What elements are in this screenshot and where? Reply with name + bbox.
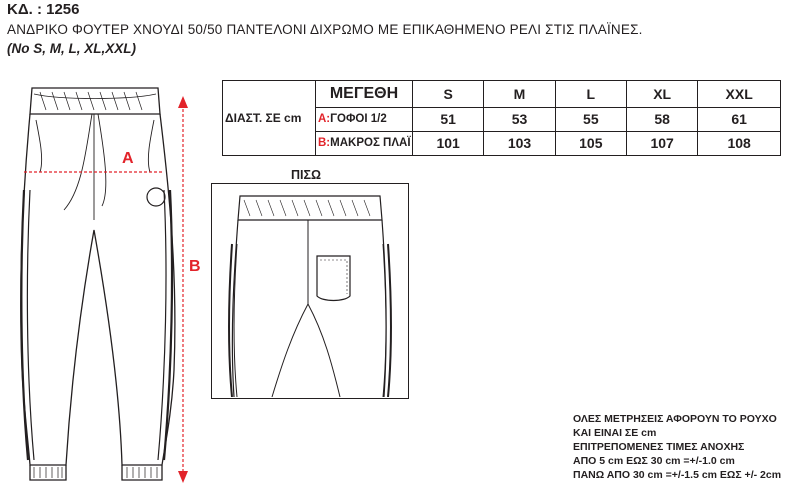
back-pocket	[317, 256, 350, 301]
pants-outline	[21, 114, 175, 465]
product-code: ΚΔ. : 1256	[7, 1, 80, 18]
value-cell: 107	[626, 131, 697, 155]
size-s: S	[413, 81, 484, 108]
value-cell: 108	[698, 131, 781, 155]
size-xxl: XXL	[698, 81, 781, 108]
note-line: ΠΑΝΩ ΑΠΟ 30 cm =+/-1.5 cm ΕΩΣ +/- 2cm	[573, 469, 782, 481]
size-m: M	[484, 81, 555, 108]
value-cell: 103	[484, 131, 555, 155]
value-cell: 51	[413, 107, 484, 131]
size-xl: XL	[626, 81, 697, 108]
logo-badge	[147, 188, 165, 206]
row-label-b: B:ΜΑΚΡΟΣ ΠΛΑΪ	[316, 131, 413, 155]
size-spec-table	[222, 80, 781, 156]
value-cell: 58	[626, 107, 697, 131]
measure-b-label: B	[189, 258, 201, 275]
back-view-label: ΠΙΣΩ	[291, 168, 322, 182]
row-label-a: A:ΓΟΦΟΙ 1/2	[316, 107, 413, 131]
left-cuff	[30, 465, 66, 480]
dimensions-label: ΔΙΑΣΤ. ΣΕ cm	[223, 81, 316, 156]
value-cell: 105	[555, 131, 626, 155]
note-line: ΑΠΟ 5 cm ΕΩΣ 30 cm =+/-1.0 cm	[573, 455, 735, 467]
table-header-row	[223, 81, 781, 108]
note-line: ΟΛΕΣ ΜΕΤΡΗΣΕΙΣ ΑΦΟΡΟΥΝ ΤΟ ΡΟΥΧΟ	[573, 413, 777, 425]
sizes-note: (No S, M, L, XL,XXL)	[7, 41, 136, 56]
back-view-frame	[211, 183, 409, 399]
note-line: ΕΠΙΤΡΕΠΟΜΕΝΕΣ ΤΙΜΕΣ ΑΝΟΧΗΣ	[573, 441, 745, 453]
value-cell: 53	[484, 107, 555, 131]
back-waistband	[238, 196, 382, 220]
waistband	[30, 88, 160, 114]
size-l: L	[555, 81, 626, 108]
value-cell: 61	[698, 107, 781, 131]
value-cell: 55	[555, 107, 626, 131]
right-cuff	[122, 465, 162, 480]
note-line: ΚΑΙ ΕΙΝΑΙ ΣΕ cm	[573, 427, 657, 439]
value-cell: 101	[413, 131, 484, 155]
back-pants-drawing	[212, 184, 407, 397]
front-pants-drawing	[0, 70, 215, 489]
back-outline	[232, 220, 386, 397]
measure-a-label: A	[122, 150, 134, 167]
sizes-header: ΜΕΓΕΘΗ	[316, 81, 413, 108]
product-description: ΑΝΔΡΙΚΟ ΦΟΥΤΕΡ ΧΝΟΥΔΙ 50/50 ΠΑΝΤΕΛΟΝΙ ΔΙΧΡΩΜΟ ΜΕ ΕΠΙΚΑΘΗΜΕΝΟ ΡΕΛΙ ΣΤΙΣ ΠΛΑΪΝΕΣ.	[7, 22, 643, 37]
